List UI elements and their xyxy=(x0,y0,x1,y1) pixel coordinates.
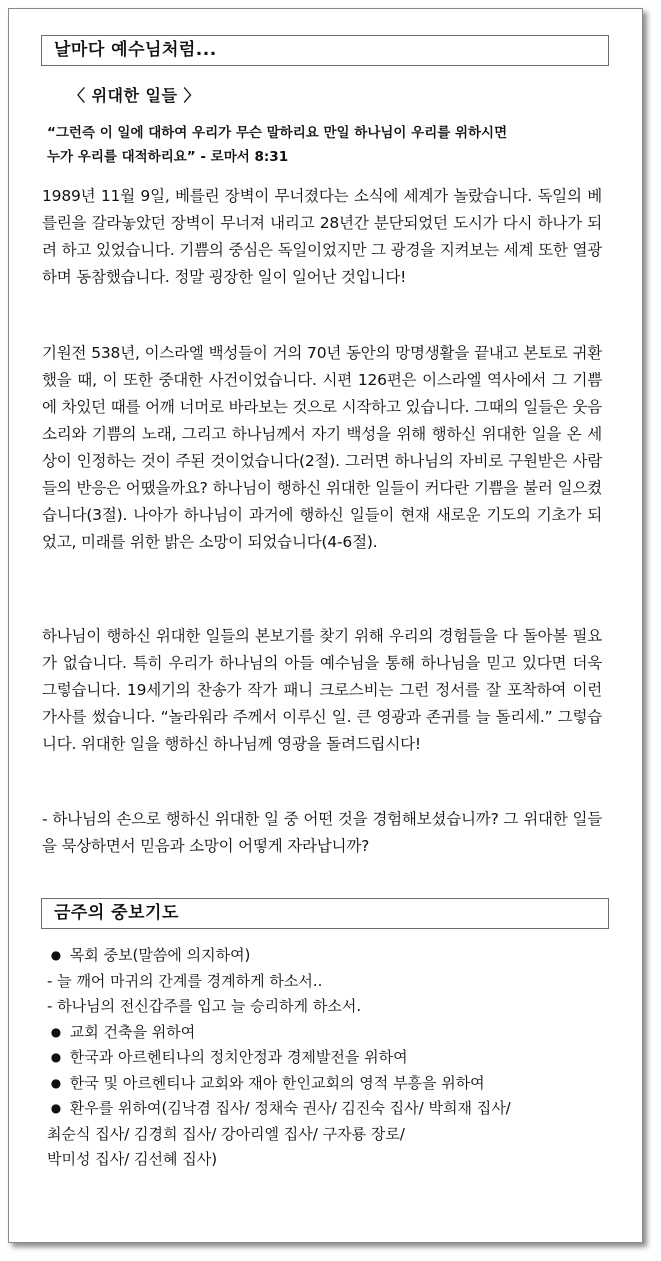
list-item: ● 교회 건축을 위하여 xyxy=(47,1020,607,1046)
devotional-subtitle: 〈 위대한 일들 〉 xyxy=(69,86,200,105)
paragraph-3: 하나님이 행하신 위대한 일들의 본보기를 찾기 위해 우리의 경험들을 다 돌아볼 필요가 없습니다. 특히 우리가 하나님의 아들 예수님을 통해 하나님을 믿고 있다면 더욱 그렇습니다. 19세기의 찬송가 작가 패니 크로스비는 그런 정서를 잘 포착하여 이런 가사를 썼습니다. “놀라워라 주께서 이루신 일. 큰 영광과 존귀를 늘 돌리세.” 그렇습니다. 위대한 일을 행하신 하나님께 영광을 돌려드립시다! xyxy=(42,627,602,753)
bullet-icon: ● xyxy=(50,1101,62,1115)
list-item: 박미성 집사/ 김선혜 집사) xyxy=(47,1150,218,1168)
scripture-verse xyxy=(47,121,607,169)
bullet-icon: ● xyxy=(50,1075,62,1090)
list-item: ● 한국과 아르헨티나의 정치안정과 경제발전을 위하여 xyxy=(47,1045,607,1071)
section-title-devotional: 날마다 예수님처럼... xyxy=(41,35,609,66)
paragraph-1: 1989년 11월 9일, 베를린 장벽이 무너졌다는 소식에 세계가 놀랐습니다. 독일의 베를린을 갈라놓았던 장벽이 무너져 내리고 28년간 분단되었던 도시가 다시 하나가 되려 하고 있었습니다. 기쁨의 중심은 독일이었지만 그 광경을 지켜보는 세계 또한 열광하며 동참했습니다. 정말 굉장한 일이 일어난 것입니다! xyxy=(42,187,602,286)
list-item: - 하나님의 전신갑주를 입고 늘 승리하게 하소서. xyxy=(47,997,362,1015)
section-title-prayer: 금주의 중보기도 xyxy=(41,898,609,929)
list-item: 최순식 집사/ 김경희 집사/ 강아리엘 집사/ 구자룡 장로/ xyxy=(47,1124,405,1143)
verse-line-2: 누가 우리를 대적하리요” - 로마서 8:31 xyxy=(47,149,289,165)
bullet-icon: ● xyxy=(50,1050,62,1064)
bullet-icon: ● xyxy=(50,1024,62,1039)
bulletin-page xyxy=(8,8,643,1243)
bullet-icon: ● xyxy=(50,948,62,962)
list-item: ● 목회 중보(말씀에 의지하여) xyxy=(47,943,607,969)
list-item: ● 한국 및 아르헨티나 교회와 재아 한인교회의 영적 부흥을 위하여 xyxy=(47,1071,607,1097)
prayer-list xyxy=(47,943,607,1173)
list-item: ● 환우를 위하여(김낙겸 집사/ 정채숙 권사/ 김진숙 집사/ 박희재 집사/ xyxy=(47,1096,607,1122)
reflection-questions: - 하나님의 손으로 행하신 위대한 일 중 어떤 것을 경험해보셨습니까? 그 위대한 일들을 묵상하면서 믿음과 소망이 어떻게 자라납니까? xyxy=(42,810,602,855)
verse-line-1: “그런즉 이 일에 대하여 우리가 무슨 말하리요 만일 하나님이 우리를 위하시면 xyxy=(47,125,508,141)
list-item: - 늘 깨어 마귀의 간계를 경계하게 하소서.. xyxy=(47,971,323,990)
paragraph-2: 기원전 538년, 이스라엘 백성들이 거의 70년 동안의 망명생활을 끝내고 본토로 귀환했을 때, 이 또한 중대한 사건이었습니다. 시편 126편은 이스라엘 역사에서 그 기쁨에 차있던 때를 어깨 너머로 바라보는 것으로 시작하고 있습니다. 그때의 일들은 웃음소리와 기쁨의 노래, 그리고 하나님께서 자기 백성을 위해 행하신 위대한 일을 온 세상이 인정하는 것이 주된 것이었습니다(2절). 그러면 하나님의 자비로 구원받은 사람들의 반응은 어땠을까요? 하나님이 행하신 위대한 일들이 커다란 기쁨을 불러 일으켰습니다(3절). 나아가 하나님이 과거에 행하신 일들이 현재 새로운 기도의 기초가 되었고, 미래를 위한 밝은 소망이 되었습니다(4-6절). xyxy=(42,344,602,551)
